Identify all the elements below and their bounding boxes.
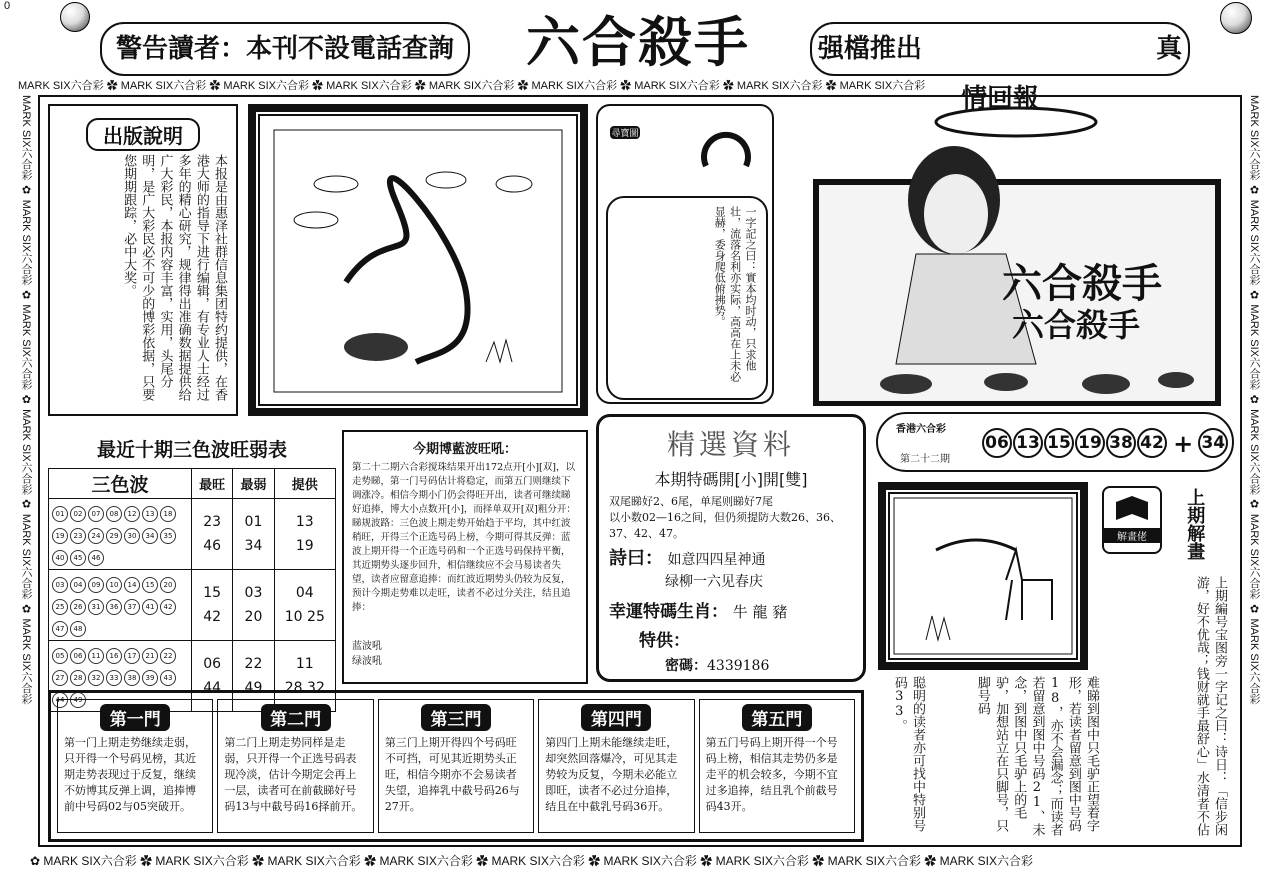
special-code: 密碼：4339186 [665,658,770,674]
door-title: 第三門 [421,704,491,731]
draw-number: 42 [1137,428,1167,458]
draw-number: 19 [1075,428,1105,458]
publish-note [48,104,238,416]
blue-wave-line-2: 绿波吼 [352,656,382,667]
door-5 [699,699,855,833]
wave-numbers: 03 04 09 10 14 15 2025 26 31 36 37 41 4247 48 [49,570,192,641]
publish-note-title: 出版說明 [86,118,200,151]
door-title: 第一門 [100,704,170,731]
publish-note-body: 本报是由惠泽社群信息集团特约提供，在香港大师的指导下进行编辑，有专业人士经过多年的精心研究，规律得出准确数据提供给广大彩民，本报内容丰富，实用，头尾分明，是广大彩民必不可少的博彩依据，只要您期期跟踪，必中大奖。 [121,154,227,401]
treasure-map-label: 尋寶圖 [610,126,640,139]
left-border-strip: MARK SIX六合彩 ✿ MARK SIX六合彩 ✿ MARK SIX六合彩 ✿ MARK SIX六合彩 ✿ MARK SIX六合彩 ✿ MARK SIX六合彩 [20,95,32,705]
draw-label: 香港六合彩 [896,424,946,435]
last-issue-text-2: 难睇到图中只毛驴正望着字形，若读者留意到图中号码18，亦不会漏念；而读者若留意到图中号码21、未念，到图中只毛驴上的毛驴，加想站立在只脚号，只脚号码 [974,676,1099,836]
scroll [606,196,768,400]
door-title: 第五門 [742,704,812,731]
draw-result [876,412,1234,472]
last-issue-text-3: 聪明的读者亦可找中特别号码33。 [891,676,925,832]
top-border-strip: MARK SIX六合彩 ✿ MARK SIX六合彩 ✿ MARK SIX六合彩 ✿ MARK SIX六合彩 ✿ MARK SIX六合彩 ✿ MARK SIX六合彩 ✿ MARK SIX六合彩 ✿ MARK SIX六合彩 ✿ MARK SIX六合彩 [18,80,926,92]
draw-numbers [982,428,1229,458]
poster-title-1: 六合殺手 [1002,261,1162,307]
wave-row-green: 05 06 11 16 17 21 2227 28 32 33 38 39 4344 49 06 44 22 49 11 28 32 [49,641,336,712]
door-body: 第四门上期未能继续走旺，却突然回落爆冷，可见其走势较为反复，今期未必能立即旺，读者不必过分追捧，结且在中截乳号码36开。 [545,736,678,813]
draw-period: 第二十二期 [900,454,950,465]
wave-row-blue: 03 04 09 10 14 15 2025 26 31 36 37 41 4247 48 15 42 03 20 04 10 25 [49,570,336,641]
door-3 [378,699,534,833]
warning-text: 警告讀者：本刊不設電話查詢 [115,34,454,64]
scroll-text: 一字記之曰：實本均时动，只求他壮，流落名利亦实际，高高在上未必显赫，委身爬低俯拂势。 [713,206,757,382]
last-issue-text-1: 上期編号宝图旁一字记之曰：诗日：「信步闲游，好不优哉；钱财就手最舒心」水清者不佔 [1193,576,1227,836]
slogan-right: 真情回報 [960,34,1183,114]
door-title: 第二門 [261,704,331,731]
wave-header: 三色波 [49,469,192,499]
blue-wave-body: 第二十二期六合彩搅珠结果开出172点开[小][双]，以走势睇，第一门号码估计将稳定，而第五门则继续下调涨冷。相信今期小门仍会得旺开出，读者可继续睇好追捧，博大小点数开[小]，而择单双开[双]粗分开：睇规波路：三色波上期走势开始趋于平均，其中红波稍旺，开得三个正选号码上榜，今期可得其反弹：蓝波上期开得一个正选号码和一个正选号码保持平衡，其近期势头逐步回升，相信继续应不会马易读者失望，读者应留意追捧：而红波近期势头仍较为反复，预计今期走势难以走旺，读者不必过分关注，结且追捧： [352,462,576,613]
door-4 [538,699,694,833]
special-open: 本期特碼開[小]開[雙] [654,470,808,489]
door-body: 第五门号码上期开得一个号码上榜，相信其走势仍多是走平的机会较多，今期不宜过多追捧，结且乳个前截号码43开。 [705,736,838,813]
blue-wave-title: 今期博藍波旺吼： [412,442,517,457]
wave-row-red: 01 02 07 08 12 13 1819 23 24 29 30 34 3540 45 46 23 46 01 34 13 19 [49,499,336,570]
door-body: 第二门上期走势同样是走弱，只开得一个正选号码表现冷淡，估计今期定会再上一层，读者可在前截睇好号码13与中截号码16择前开。 [224,736,363,813]
wave-numbers: 05 06 11 16 17 21 2227 28 32 33 38 39 4344 49 [49,641,192,712]
special-range: 以小数02—16之间，但仍须提防大数26、36、37、42、47。 [609,511,841,540]
door-body: 第三门上期开得四个号码旺不可挡，可见其近期势头正旺，相信今期亦不会易读者失望，追捧乳中截号码26与27开。 [384,736,520,813]
wave-header: 最弱 [233,469,274,499]
horseshoe-icon [696,116,756,176]
draw-number: 13 [1013,428,1043,458]
rat-illustration [256,112,580,408]
draw-number: 15 [1044,428,1074,458]
rat-picture [248,104,588,416]
special-box [596,414,866,682]
wave-header: 最旺 [192,469,233,499]
wave-header: 提供 [274,469,335,499]
corner-ball-icon [60,2,90,32]
warning-banner [100,22,470,76]
wave-table-title: 最近十期三色波旺弱表 [96,439,287,461]
wave-table-section [48,432,336,704]
special-supply: 特供： [639,631,690,651]
page-number: 0 [4,0,11,12]
special-zodiac: 幸運特碼生肖： 牛 龍 豬 [609,602,788,622]
wave-numbers: 01 02 07 08 12 13 1819 23 24 29 30 34 3540 45 46 [49,499,192,570]
logo-text: 六合殺手 [526,11,750,74]
doors-section [48,690,864,842]
poster [786,104,1234,406]
special-number: 34 [1198,428,1228,458]
draw-number: 06 [982,428,1012,458]
last-issue [872,480,1234,848]
slogan-banner [810,22,1190,114]
corner-ball-icon [1220,2,1252,34]
door-2 [217,699,373,833]
door-1 [57,699,213,833]
last-issue-badge: 解畫佬 [1102,486,1162,554]
bottom-border-strip: ✿ MARK SIX六合彩 ✿ MARK SIX六合彩 ✿ MARK SIX六合彩 ✿ MARK SIX六合彩 ✿ MARK SIX六合彩 ✿ MARK SIX六合彩 ✿ MARK SIX六合彩 ✿ MARK SIX六合彩 ✿ MARK SIX六合彩 [30,854,1033,868]
special-tail: 双尾睇好2、6尾，单尾则睇好7尾 [609,495,773,508]
slogan-left: 强檔推出 [817,34,922,64]
poster-title-2: 六合殺手 [1012,306,1141,344]
treasure-map [596,104,774,404]
blue-wave-line-1: 蓝波吼 [352,641,382,652]
logo [500,4,776,82]
book-icon [1112,494,1152,524]
special-title: 精選資料 [666,428,795,461]
door-body: 第一门上期走势继续走弱，只开得一个号码见榜，其近期走势表现过于反复，继续不妨博其反弹上调，追捧博前中号码02与05突破开。 [64,736,196,813]
last-issue-title: 上期解畫 [1184,488,1206,560]
draw-plus: + [1173,429,1194,458]
special-poem: 詩曰： 如意四四星神通 绿柳一六见春庆 [609,548,766,590]
right-border-strip: MARK SIX六合彩 ✿ MARK SIX六合彩 ✿ MARK SIX六合彩 ✿ MARK SIX六合彩 ✿ MARK SIX六合彩 ✿ MARK SIX六合彩 [1248,95,1260,705]
door-title: 第四門 [581,704,651,731]
blue-wave-box [342,430,588,684]
wave-table [48,468,336,712]
draw-number: 38 [1106,428,1136,458]
